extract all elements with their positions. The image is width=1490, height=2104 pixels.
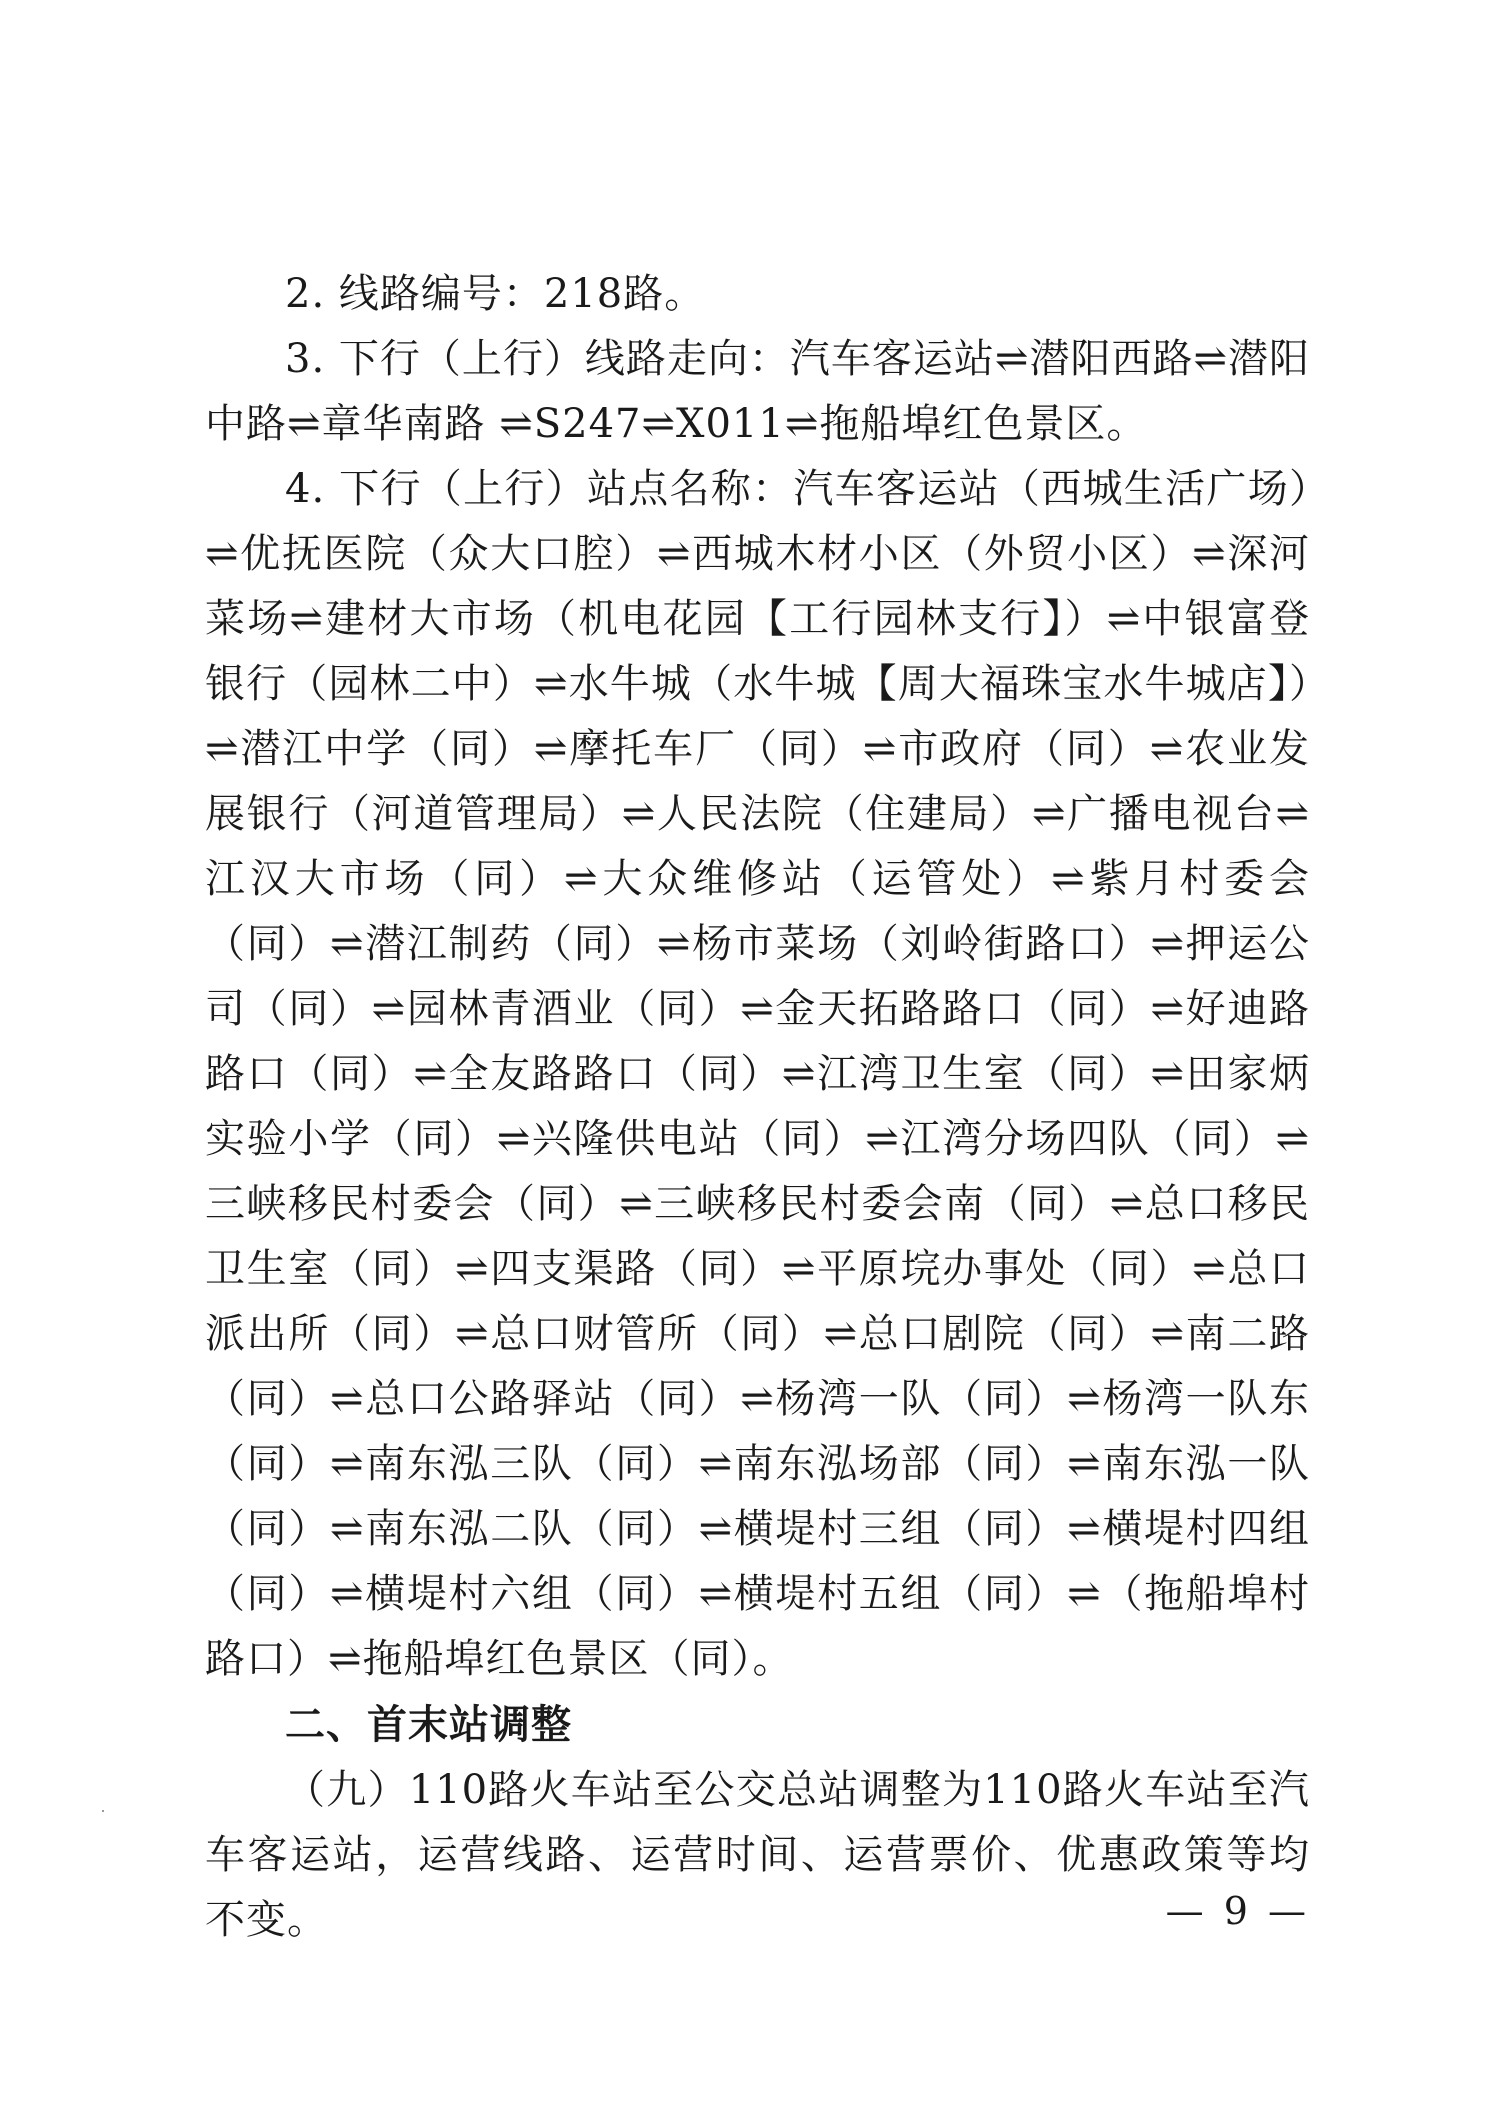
section-heading: 二、首末站调整	[285, 1702, 572, 1748]
document-body	[205, 262, 1310, 1953]
scan-speck	[102, 1810, 104, 1812]
route-number-paragraph: 2. 线路编号：218路。	[285, 271, 706, 317]
route-direction-paragraph: 3. 下行（上行）线路走向：汽车客运站⇌潜阳西路⇌潜阳中路⇌章华南路 ⇌S247⇌X011⇌拖船埠红色景区。	[205, 336, 1310, 447]
station-names-paragraph: 4. 下行（上行）站点名称：汽车客运站（西城生活广场）⇌优抚医院（众大口腔）⇌西城木材小区（外贸小区）⇌深河菜场⇌建材大市场（机电花园【工行园林支行】）⇌中银富登银行（园林二中）⇌水牛城（水牛城【周大福珠宝水牛城店】）⇌潜江中学（同）⇌摩托车厂（同）⇌市政府（同）⇌农业发展银行（河道管理局）⇌人民法院（住建局）⇌广播电视台⇌江汉大市场（同）⇌大众维修站（运管处）⇌紫月村委会（同）⇌潜江制药（同）⇌杨市菜场（刘岭街路口）⇌押运公司（同）⇌园林青酒业（同）⇌金天拓路路口（同）⇌好迪路路口（同）⇌全友路路口（同）⇌江湾卫生室（同）⇌田家炳实验小学（同）⇌兴隆供电站（同）⇌江湾分场四队（同）⇌三峡移民村委会（同）⇌三峡移民村委会南（同）⇌总口移民卫生室（同）⇌四支渠路（同）⇌平原垸办事处（同）⇌总口派出所（同）⇌总口财管所（同）⇌总口剧院（同）⇌南二路（同）⇌总口公路驿站（同）⇌杨湾一队（同）⇌杨湾一队东（同）⇌南东泓三队（同）⇌南东泓场部（同）⇌南东泓一队（同）⇌南东泓二队（同）⇌横堤村三组（同）⇌横堤村四组（同）⇌横堤村六组（同）⇌横堤村五组（同）⇌（拖船埠村路口）⇌拖船埠红色景区（同）。	[205, 466, 1310, 1682]
terminal-adjustment-paragraph: （九）110路火车站至公交总站调整为110路火车站至汽车客运站，运营线路、运营时间、运营票价、优惠政策等均不变。	[205, 1767, 1310, 1943]
page-number: — 9 —	[1165, 1889, 1310, 1933]
